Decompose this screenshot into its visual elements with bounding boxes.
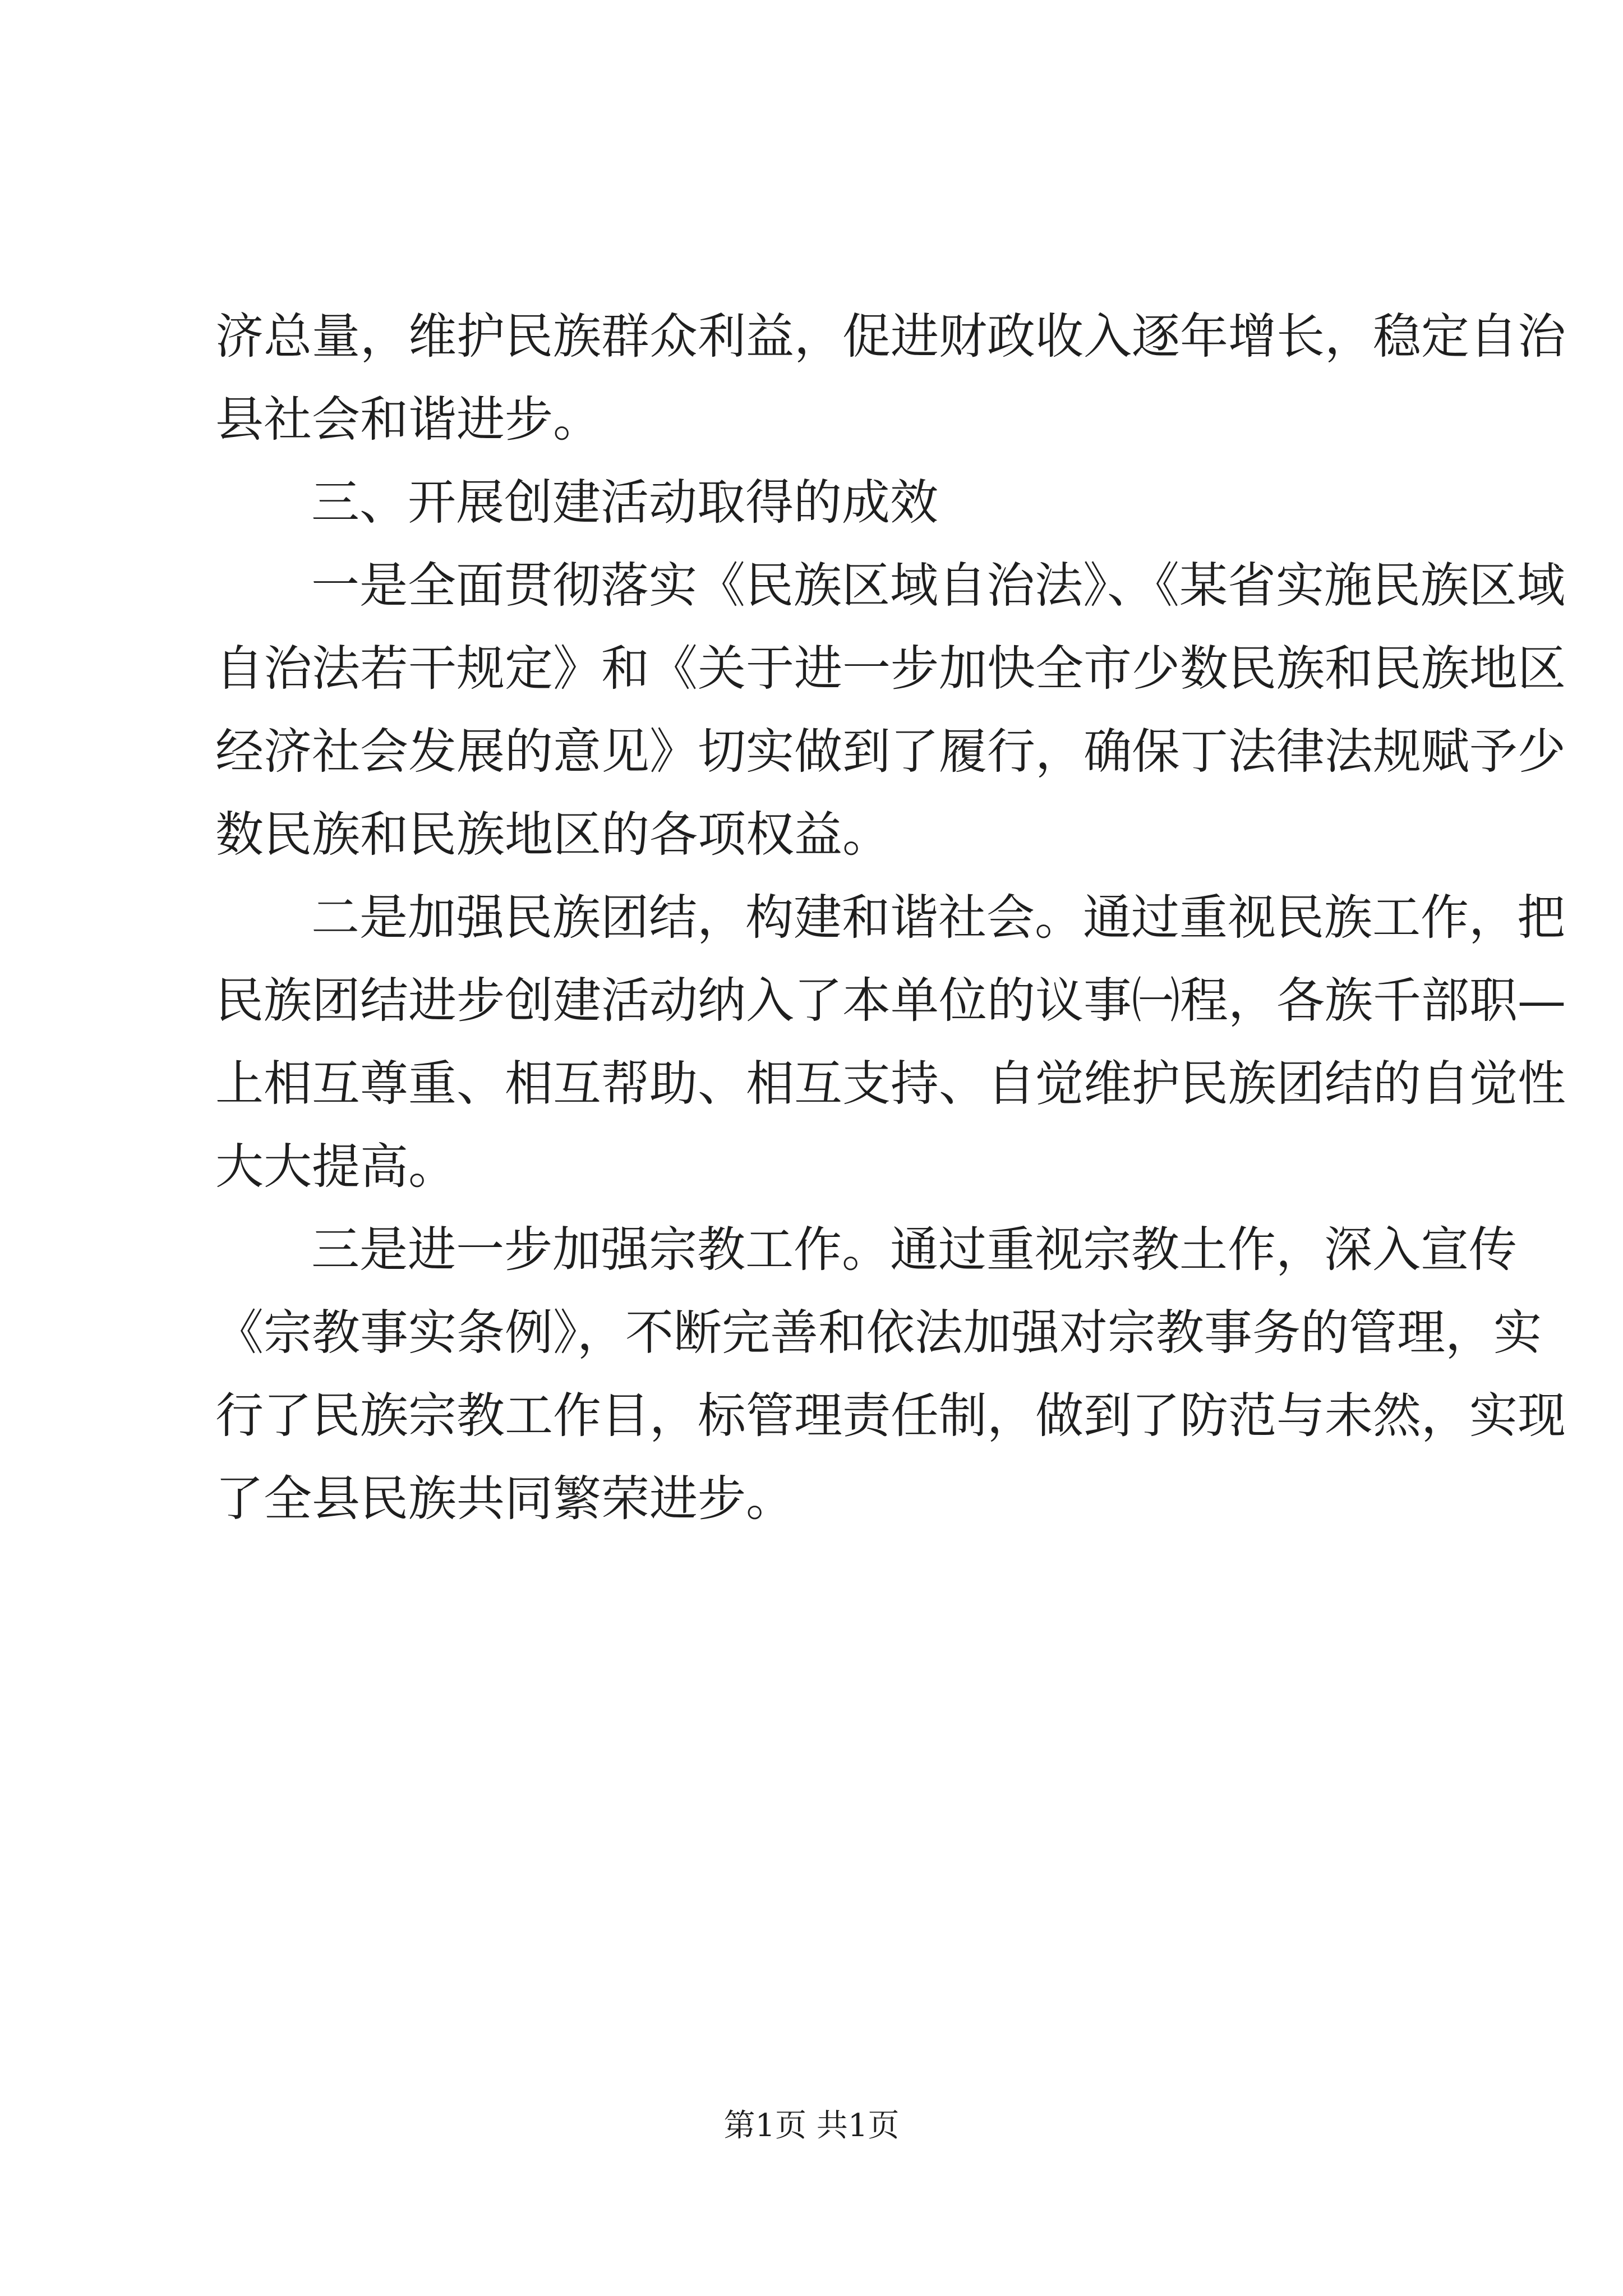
- body-text-line: 了全县民族共同繁荣进步。: [215, 1471, 794, 1527]
- body-text-line: 《宗教事实条例》，不断完善和依法加强对宗教事务的管理，实: [215, 1305, 1542, 1361]
- body-text-line: 民族团结进步创建活动纳入了本单位的议事㈠程，各族千部职—: [215, 973, 1566, 1029]
- body-text-line: 县社会和谐进步。: [215, 392, 601, 448]
- section-heading: 三、开展创建活动取得的成效: [311, 475, 938, 531]
- page-footer: 第1页 共1页: [723, 2108, 900, 2144]
- body-text-line: 三是进一步加强宗教工作。通过重视宗教土作，深入宣传: [311, 1222, 1517, 1278]
- body-text-line: 二是加强民族团结，构建和谐社会。通过重视民族工作，把: [311, 890, 1565, 946]
- body-text-line: 济总量，维护民族群众利益，促进财政收入逐年增长，稳定自治: [215, 309, 1566, 365]
- body-text-line: 大大提高。: [215, 1139, 457, 1195]
- body-text-line: 经济社会发展的意见》切实做到了履行，确保丁法律法规赋予少: [215, 724, 1566, 780]
- body-text-line: 上相互尊重、相互帮助、相互支持、自觉维护民族团结的自觉性: [215, 1056, 1566, 1112]
- body-text-line: 数民族和民族地区的各项权益。: [215, 807, 891, 863]
- body-text-line: 行了民族宗教工作目，标管理责任制，做到了防范与未然，实现: [215, 1388, 1566, 1444]
- body-text-line: 一是全面贯彻落实《民族区域自治法》、《某省实施民族区域: [311, 558, 1565, 614]
- body-text-line: 自治法若干规定》和《关于进一步加快全市少数民族和民族地区: [215, 641, 1566, 697]
